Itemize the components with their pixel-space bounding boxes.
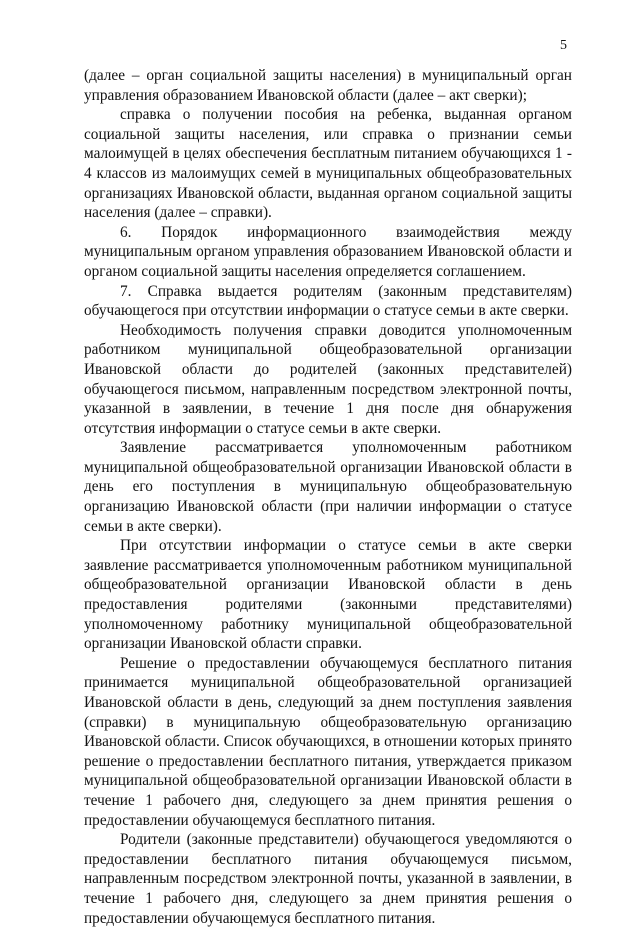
page-number: 5: [560, 38, 567, 53]
document-body: [84, 66, 572, 928]
paragraph-item-6: 6. Порядок информационного взаимодействия между муниципальным органом управления образованием Ивановской области и органом социальной защиты населения определяется соглашением.: [84, 223, 572, 280]
paragraph-decision: Решение о предоставлении обучающемуся бесплатного питания принимается муниципальной общеобразовательной организацией Ивановской области в день, следующий за днем поступления заявления (справки) в муниципальную общеобразовательную организацию Ивановской области. Список обучающихся, в отношении которых принято решение о предоставлении бесплатного питания, утверждается приказом муниципальной общеобразовательной организации Ивановской области в течение 1 рабочего дня, следующего за днем принятия решения о предоставлении обучающемуся бесплатного питания.: [84, 654, 573, 829]
paragraph-item-7: 7. Справка выдается родителям (законным представителям) обучающегося при отсутствии информации о статусе семьи в акте сверки.: [84, 282, 572, 320]
paragraph-certificate-list: справка о получении пособия на ребенка, выданная органом социальной защиты населения, или справка о признании семьи малоимущей в целях обеспечения бесплатным питанием обучающихся 1 - 4 классов из малоимущих семей в муниципальных общеобразовательных организациях Ивановской области, выданная органом социальной защиты населения (далее – справки).: [84, 106, 572, 222]
paragraph-review-without-status: При отсутствии информации о статусе семьи в акте сверки заявление рассматривается уполномоченным работником муниципальной общеобразовательной организации Ивановской области в день предоставления родителями (законными представителями) уполномоченному работнику муниципальной общеобразовательной организации Ивановской области справки.: [84, 537, 572, 653]
paragraph-application-review: Заявление рассматривается уполномоченным работником муниципальной общеобразовательной организации Ивановской области в день его поступления в муниципальную общеобразовательную организацию Ивановской области (при наличии информации о статусе семьи в акте сверки).: [84, 439, 572, 535]
paragraph-parent-notification: Родители (законные представители) обучающегося уведомляются о предоставлении бесплатного питания обучающемуся письмом, направленным посредством электронной почты, указанной в заявлении, в течение 1 рабочего дня, следующего за днем принятия решения о предоставлении обучающемуся бесплатного питания.: [84, 831, 572, 927]
paragraph-continuation: (далее – орган социальной защиты населения) в муниципальный орган управления образованием Ивановской области (далее – акт сверки);: [84, 67, 572, 104]
paragraph-certificate-notice: Необходимость получения справки доводится уполномоченным работником муниципальной общеобразовательной организации Ивановской области до родителей (законных представителей) обучающегося письмом, направленным посредством электронной почты, указанной в заявлении, в течение 1 дня после дня обнаружения отсутствия информации о статусе семьи в акте сверки.: [84, 321, 572, 437]
